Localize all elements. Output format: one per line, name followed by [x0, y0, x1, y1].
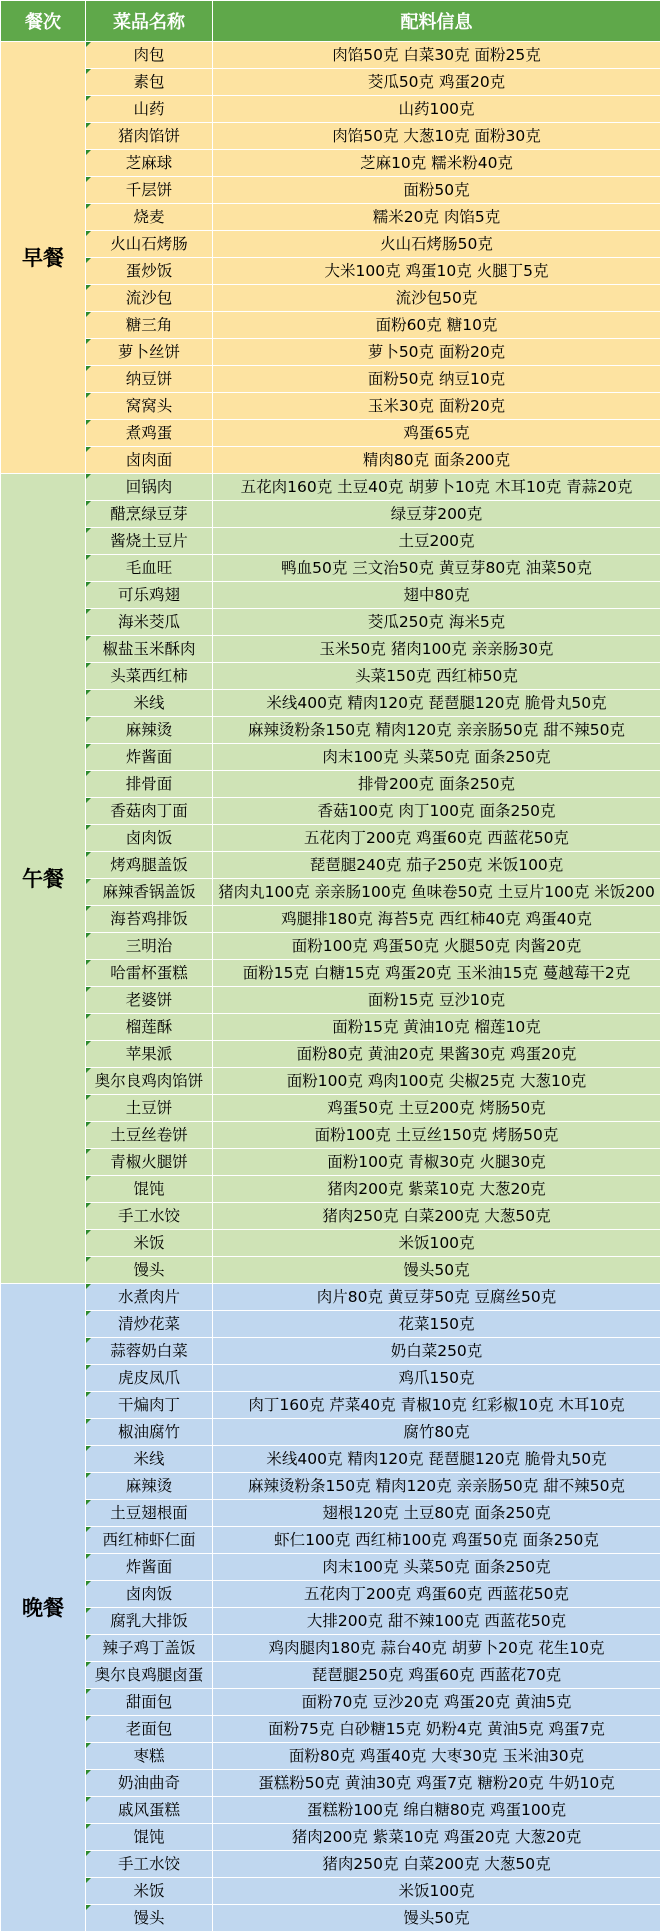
table-row — [1, 1689, 660, 1716]
ingredient-info: 鸡蛋65克 — [213, 420, 660, 447]
header-ingredients: 配料信息 — [213, 1, 660, 42]
ingredient-info: 土豆200克 — [213, 528, 660, 555]
table-row — [1, 1797, 660, 1824]
ingredient-info: 五花肉丁200克 鸡蛋60克 西蓝花50克 — [213, 825, 660, 852]
ingredient-info: 蛋糕粉50克 黄油30克 鸡蛋7克 糖粉20克 牛奶10克 — [213, 1770, 660, 1797]
dish-name: 枣糕 — [86, 1743, 213, 1770]
ingredient-info: 火山石烤肠50克 — [213, 231, 660, 258]
table-row — [1, 609, 660, 636]
ingredient-info: 排骨200克 面条250克 — [213, 771, 660, 798]
ingredient-info: 麻辣烫粉条150克 精肉120克 亲亲肠50克 甜不辣50克 — [213, 717, 660, 744]
table-row — [1, 123, 660, 150]
table-row — [1, 69, 660, 96]
table-row — [1, 42, 660, 69]
table-row — [1, 1095, 660, 1122]
ingredient-info: 精肉80克 面条200克 — [213, 447, 660, 474]
table-row — [1, 339, 660, 366]
table-row — [1, 1338, 660, 1365]
table-row — [1, 1041, 660, 1068]
dish-name: 米线 — [86, 1446, 213, 1473]
dish-name: 奥尔良鸡腿卤蛋 — [86, 1662, 213, 1689]
table-row — [1, 447, 660, 474]
table-row — [1, 204, 660, 231]
ingredient-info: 猪肉250克 白菜200克 大葱50克 — [213, 1203, 660, 1230]
dish-name: 芝麻球 — [86, 150, 213, 177]
table-row — [1, 1392, 660, 1419]
table-row — [1, 96, 660, 123]
dish-name: 炸酱面 — [86, 744, 213, 771]
dish-name: 西红柿虾仁面 — [86, 1527, 213, 1554]
menu-body — [1, 42, 660, 1932]
ingredient-info: 面粉80克 黄油20克 果酱30克 鸡蛋20克 — [213, 1041, 660, 1068]
dish-name: 猪肉馅饼 — [86, 123, 213, 150]
ingredient-info: 玉米50克 猪肉100克 亲亲肠30克 — [213, 636, 660, 663]
dish-name: 榴莲酥 — [86, 1014, 213, 1041]
ingredient-info: 鸡肉腿肉180克 蒜台40克 胡萝卜20克 花生10克 — [213, 1635, 660, 1662]
dish-name: 苹果派 — [86, 1041, 213, 1068]
dish-name: 馒头 — [86, 1905, 213, 1932]
dish-name: 香菇肉丁面 — [86, 798, 213, 825]
ingredient-info: 蛋糕粉100克 绵白糖80克 鸡蛋100克 — [213, 1797, 660, 1824]
dish-name: 老婆饼 — [86, 987, 213, 1014]
ingredient-info: 大米100克 鸡蛋10克 火腿丁5克 — [213, 258, 660, 285]
dish-name: 虎皮凤爪 — [86, 1365, 213, 1392]
ingredient-info: 猪肉200克 紫菜10克 鸡蛋20克 大葱20克 — [213, 1824, 660, 1851]
table-row — [1, 501, 660, 528]
dish-name: 煮鸡蛋 — [86, 420, 213, 447]
ingredient-info: 芝麻10克 糯米粉40克 — [213, 150, 660, 177]
table-row — [1, 366, 660, 393]
ingredient-info: 糯米20克 肉馅5克 — [213, 204, 660, 231]
dish-name: 海苔鸡排饭 — [86, 906, 213, 933]
dish-name: 椒盐玉米酥肉 — [86, 636, 213, 663]
ingredient-info: 鸡腿排180克 海苔5克 西红柿40克 鸡蛋40克 — [213, 906, 660, 933]
ingredient-info: 麻辣烫粉条150克 精肉120克 亲亲肠50克 甜不辣50克 — [213, 1473, 660, 1500]
meal-label: 早餐 — [1, 42, 86, 474]
ingredient-info: 面粉60克 糖10克 — [213, 312, 660, 339]
table-row — [1, 1257, 660, 1284]
table-row — [1, 231, 660, 258]
table-row — [1, 663, 660, 690]
table-row — [1, 1284, 660, 1311]
dish-name: 三明治 — [86, 933, 213, 960]
table-row — [1, 1149, 660, 1176]
ingredient-info: 面粉100克 青椒30克 火腿30克 — [213, 1149, 660, 1176]
dish-name: 海米茭瓜 — [86, 609, 213, 636]
table-row — [1, 1851, 660, 1878]
dish-name: 麻辣烫 — [86, 717, 213, 744]
ingredient-info: 奶白菜250克 — [213, 1338, 660, 1365]
header-meal: 餐次 — [1, 1, 86, 42]
table-row — [1, 960, 660, 987]
table-row — [1, 1311, 660, 1338]
ingredient-info: 大排200克 甜不辣100克 西蓝花50克 — [213, 1608, 660, 1635]
dish-name: 米线 — [86, 690, 213, 717]
ingredient-info: 鸭血50克 三文治50克 黄豆芽80克 油菜50克 — [213, 555, 660, 582]
table-row — [1, 1014, 660, 1041]
dish-name: 素包 — [86, 69, 213, 96]
dish-name: 土豆翅根面 — [86, 1500, 213, 1527]
dish-name: 流沙包 — [86, 285, 213, 312]
ingredient-info: 鸡爪150克 — [213, 1365, 660, 1392]
ingredient-info: 米线400克 精肉120克 琵琶腿120克 脆骨丸50克 — [213, 690, 660, 717]
dish-name: 馄饨 — [86, 1176, 213, 1203]
dish-name: 卤肉饭 — [86, 1581, 213, 1608]
ingredient-info: 茭瓜50克 鸡蛋20克 — [213, 69, 660, 96]
ingredient-info: 米饭100克 — [213, 1878, 660, 1905]
table-row — [1, 1068, 660, 1095]
ingredient-info: 面粉80克 鸡蛋40克 大枣30克 玉米油30克 — [213, 1743, 660, 1770]
table-row — [1, 1122, 660, 1149]
dish-name: 麻辣香锅盖饭 — [86, 879, 213, 906]
dish-name: 甜面包 — [86, 1689, 213, 1716]
dish-name: 火山石烤肠 — [86, 231, 213, 258]
dish-name: 头菜西红柿 — [86, 663, 213, 690]
header-row — [1, 1, 660, 42]
ingredient-info: 米线400克 精肉120克 琵琶腿120克 脆骨丸50克 — [213, 1446, 660, 1473]
dish-name: 肉包 — [86, 42, 213, 69]
table-row — [1, 555, 660, 582]
dish-name: 米饭 — [86, 1878, 213, 1905]
ingredient-info: 米饭100克 — [213, 1230, 660, 1257]
dish-name: 烧麦 — [86, 204, 213, 231]
dish-name: 手工水饺 — [86, 1203, 213, 1230]
ingredient-info: 香菇100克 肉丁100克 面条250克 — [213, 798, 660, 825]
table-row — [1, 1743, 660, 1770]
ingredient-info: 肉末100克 头菜50克 面条250克 — [213, 744, 660, 771]
dish-name: 可乐鸡翅 — [86, 582, 213, 609]
dish-name: 纳豆饼 — [86, 366, 213, 393]
table-row — [1, 1203, 660, 1230]
table-row — [1, 1608, 660, 1635]
dish-name: 奥尔良鸡肉馅饼 — [86, 1068, 213, 1095]
dish-name: 辣子鸡丁盖饭 — [86, 1635, 213, 1662]
ingredient-info: 茭瓜250克 海米5克 — [213, 609, 660, 636]
table-row — [1, 528, 660, 555]
table-row — [1, 474, 660, 501]
table-row — [1, 771, 660, 798]
dish-name: 蛋炒饭 — [86, 258, 213, 285]
dish-name: 青椒火腿饼 — [86, 1149, 213, 1176]
ingredient-info: 萝卜50克 面粉20克 — [213, 339, 660, 366]
ingredient-info: 馒头50克 — [213, 1257, 660, 1284]
ingredient-info: 面粉75克 白砂糖15克 奶粉4克 黄油5克 鸡蛋7克 — [213, 1716, 660, 1743]
table-row — [1, 825, 660, 852]
table-row — [1, 933, 660, 960]
table-row — [1, 744, 660, 771]
table-row — [1, 690, 660, 717]
ingredient-info: 猪肉丸100克 亲亲肠100克 鱼味卷50克 土豆片100克 米饭200 — [213, 879, 660, 906]
table-row — [1, 1662, 660, 1689]
meal-label: 晚餐 — [1, 1284, 86, 1932]
table-row — [1, 312, 660, 339]
table-row — [1, 1446, 660, 1473]
dish-name: 蒜蓉奶白菜 — [86, 1338, 213, 1365]
dish-name: 米饭 — [86, 1230, 213, 1257]
dish-name: 山药 — [86, 96, 213, 123]
ingredient-info: 肉末100克 头菜50克 面条250克 — [213, 1554, 660, 1581]
dish-name: 腐乳大排饭 — [86, 1608, 213, 1635]
ingredient-info: 腐竹80克 — [213, 1419, 660, 1446]
ingredient-info: 猪肉250克 白菜200克 大葱50克 — [213, 1851, 660, 1878]
table-row — [1, 1770, 660, 1797]
header-dish: 菜品名称 — [86, 1, 213, 42]
ingredient-info: 面粉15克 白糖15克 鸡蛋20克 玉米油15克 蔓越莓干2克 — [213, 960, 660, 987]
table-row — [1, 420, 660, 447]
table-row — [1, 879, 660, 906]
dish-name: 卤肉面 — [86, 447, 213, 474]
table-row — [1, 258, 660, 285]
table-row — [1, 1230, 660, 1257]
dish-name: 炸酱面 — [86, 1554, 213, 1581]
ingredient-info: 翅根120克 土豆80克 面条250克 — [213, 1500, 660, 1527]
table-row — [1, 636, 660, 663]
dish-name: 老面包 — [86, 1716, 213, 1743]
dish-name: 土豆饼 — [86, 1095, 213, 1122]
ingredient-info: 琵琶腿250克 鸡蛋60克 西蓝花70克 — [213, 1662, 660, 1689]
ingredient-info: 琵琶腿240克 茄子250克 米饭100克 — [213, 852, 660, 879]
dish-name: 酱烧土豆片 — [86, 528, 213, 555]
table-row — [1, 798, 660, 825]
dish-name: 烤鸡腿盖饭 — [86, 852, 213, 879]
ingredient-info: 肉片80克 黄豆芽50克 豆腐丝50克 — [213, 1284, 660, 1311]
dish-name: 馒头 — [86, 1257, 213, 1284]
ingredient-info: 翅中80克 — [213, 582, 660, 609]
table-row — [1, 582, 660, 609]
ingredient-info: 五花肉160克 土豆40克 胡萝卜10克 木耳10克 青蒜20克 — [213, 474, 660, 501]
table-row — [1, 1581, 660, 1608]
ingredient-info: 面粉50克 — [213, 177, 660, 204]
table-row — [1, 1878, 660, 1905]
ingredient-info: 山药100克 — [213, 96, 660, 123]
table-row — [1, 285, 660, 312]
dish-name: 排骨面 — [86, 771, 213, 798]
table-row — [1, 717, 660, 744]
ingredient-info: 馒头50克 — [213, 1905, 660, 1932]
ingredient-info: 面粉100克 鸡蛋50克 火腿50克 肉酱20克 — [213, 933, 660, 960]
table-row — [1, 1176, 660, 1203]
ingredient-info: 五花肉丁200克 鸡蛋60克 西蓝花50克 — [213, 1581, 660, 1608]
ingredient-info: 虾仁100克 西红柿100克 鸡蛋50克 面条250克 — [213, 1527, 660, 1554]
dish-name: 窝窝头 — [86, 393, 213, 420]
table-row — [1, 987, 660, 1014]
ingredient-info: 头菜150克 西红柿50克 — [213, 663, 660, 690]
dish-name: 土豆丝卷饼 — [86, 1122, 213, 1149]
ingredient-info: 面粉15克 豆沙10克 — [213, 987, 660, 1014]
table-row — [1, 1365, 660, 1392]
ingredient-info: 面粉100克 鸡肉100克 尖椒25克 大葱10克 — [213, 1068, 660, 1095]
dish-name: 糖三角 — [86, 312, 213, 339]
dish-name: 千层饼 — [86, 177, 213, 204]
ingredient-info: 面粉100克 土豆丝150克 烤肠50克 — [213, 1122, 660, 1149]
dish-name: 回锅肉 — [86, 474, 213, 501]
table-row — [1, 1500, 660, 1527]
ingredient-info: 流沙包50克 — [213, 285, 660, 312]
table-row — [1, 150, 660, 177]
table-row — [1, 1473, 660, 1500]
dish-name: 哈雷杯蛋糕 — [86, 960, 213, 987]
dish-name: 手工水饺 — [86, 1851, 213, 1878]
dish-name: 奶油曲奇 — [86, 1770, 213, 1797]
ingredient-info: 鸡蛋50克 土豆200克 烤肠50克 — [213, 1095, 660, 1122]
table-row — [1, 1554, 660, 1581]
meal-label: 午餐 — [1, 474, 86, 1284]
table-row — [1, 1527, 660, 1554]
ingredient-info: 面粉50克 纳豆10克 — [213, 366, 660, 393]
ingredient-info: 绿豆芽200克 — [213, 501, 660, 528]
dish-name: 毛血旺 — [86, 555, 213, 582]
table-row — [1, 1824, 660, 1851]
ingredient-info: 面粉70克 豆沙20克 鸡蛋20克 黄油5克 — [213, 1689, 660, 1716]
dish-name: 馄饨 — [86, 1824, 213, 1851]
dish-name: 醋烹绿豆芽 — [86, 501, 213, 528]
table-row — [1, 906, 660, 933]
ingredient-info: 面粉15克 黄油10克 榴莲10克 — [213, 1014, 660, 1041]
table-row — [1, 393, 660, 420]
ingredient-info: 肉馅50克 大葱10克 面粉30克 — [213, 123, 660, 150]
ingredient-info: 花菜150克 — [213, 1311, 660, 1338]
dish-name: 干煸肉丁 — [86, 1392, 213, 1419]
table-row — [1, 1635, 660, 1662]
dish-name: 戚风蛋糕 — [86, 1797, 213, 1824]
dish-name: 萝卜丝饼 — [86, 339, 213, 366]
ingredient-info: 肉丁160克 芹菜40克 青椒10克 红彩椒10克 木耳10克 — [213, 1392, 660, 1419]
dish-name: 水煮肉片 — [86, 1284, 213, 1311]
table-row — [1, 1419, 660, 1446]
dish-name: 清炒花菜 — [86, 1311, 213, 1338]
table-row — [1, 177, 660, 204]
ingredient-info: 肉馅50克 白菜30克 面粉25克 — [213, 42, 660, 69]
ingredient-info: 玉米30克 面粉20克 — [213, 393, 660, 420]
dish-name: 椒油腐竹 — [86, 1419, 213, 1446]
table-row — [1, 852, 660, 879]
dish-name: 麻辣烫 — [86, 1473, 213, 1500]
ingredient-info: 猪肉200克 紫菜10克 大葱20克 — [213, 1176, 660, 1203]
table-row — [1, 1716, 660, 1743]
dish-name: 卤肉饭 — [86, 825, 213, 852]
table-row — [1, 1905, 660, 1932]
